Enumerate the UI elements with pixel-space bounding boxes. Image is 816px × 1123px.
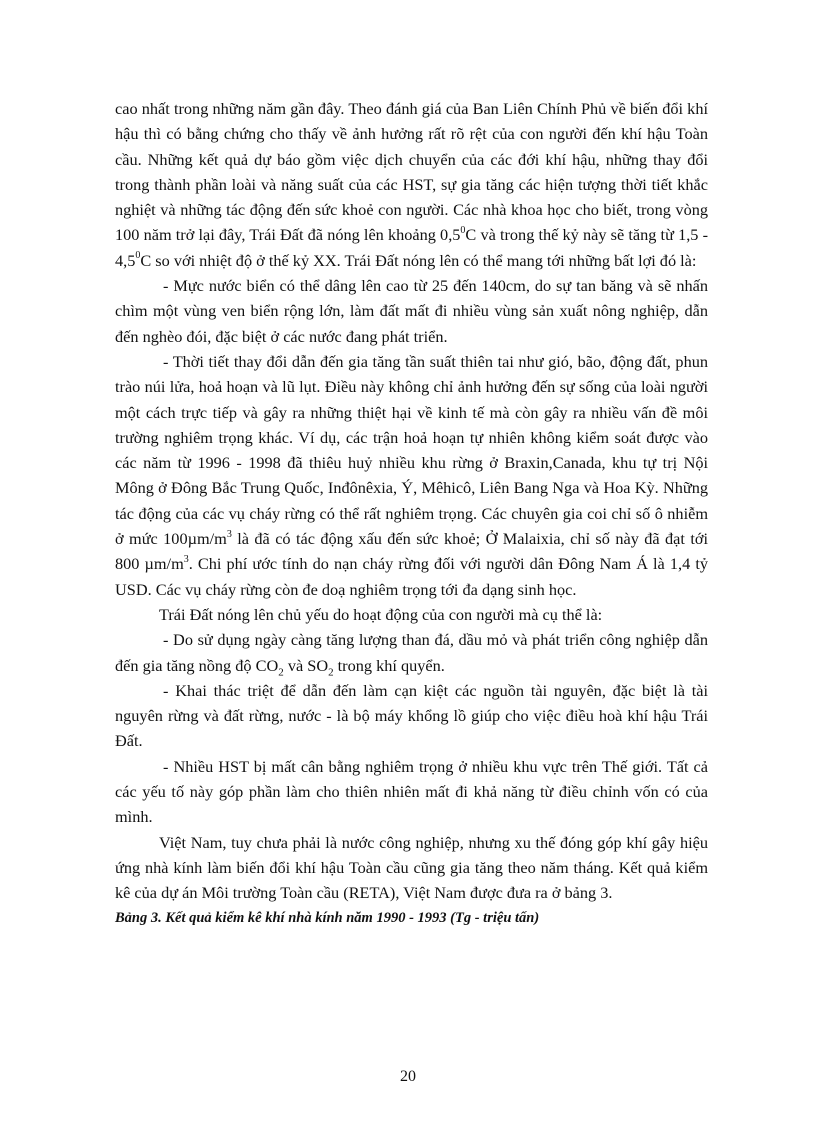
- superscript: 0: [460, 225, 466, 237]
- text-run: - Mực nước biển có thể dâng lên cao từ 25 đến 140cm, do sự tan băng và sẽ nhấn chìm một vùng ven biển rộng lớn, làm đất mất đi nhiều vùng sản xuất nông nghiệp, dẫn đến nghèo đói, đặc biệt ở các nước đang phát triển.: [115, 276, 708, 346]
- page-number: 20: [400, 1068, 416, 1085]
- text-run: - Khai thác triệt để dẫn đến làm cạn kiệt các nguồn tài nguyên, đặc biệt là tài nguyên rừng và đất rừng, nước - là bộ máy khổng lồ giúp cho việc điều hoà khí hậu Trái Đất.: [115, 680, 708, 751]
- text-run: C và trong thế kỷ này sẽ tăng từ 1,5 - 4,5: [115, 225, 708, 270]
- paragraph: [115, 96, 708, 273]
- subscript: 2: [328, 665, 334, 678]
- paragraph: [115, 830, 708, 906]
- paragraph: [115, 273, 708, 349]
- text-run: Trái Đất nóng lên chủ yếu do hoạt động của con người mà cụ thể là:: [159, 604, 603, 624]
- text-run: cao nhất trong những năm gần đây. Theo đánh giá của Ban Liên Chính Phủ về biến đổi khí hậu thì có bằng chứng cho thấy về ảnh hưởng rất rõ rệt của con người đến khí hậu Toàn cầu. Những kết quả dự báo gồm việc dịch chuyển của các đới khí hậu, những thay đổi trong thành phần loài và năng suất của các HST, sự gia tăng các hiện tượng thời tiết khắc nghiệt và những tác động đến sức khoẻ con người. Các nhà khoa học cho biết, trong vòng 100 năm trở lại đây, Trái Đất đã nóng lên khoảng 0,5: [115, 99, 708, 245]
- subscript: 2: [278, 665, 284, 678]
- text-run: C so với nhiệt độ ở thế kỷ XX. Trái Đất nóng lên có thể mang tới những bất lợi đó là:: [140, 250, 697, 270]
- paragraph: [115, 678, 708, 754]
- paragraph-list: [115, 96, 708, 906]
- text-run: - Nhiều HST bị mất cân bằng nghiêm trọng ở nhiều khu vực trên Thế giới. Tất cả các yếu tố này góp phần làm cho thiên nhiên mất đi khả năng từ điều chỉnh vốn có của mình.: [115, 756, 708, 827]
- document-body: [115, 96, 708, 931]
- table-caption: Bảng 3. Kết quả kiểm kê khí nhà kính năm 1990 - 1993 (Tg - triệu tấn): [115, 909, 540, 926]
- text-run: trong khí quyển.: [333, 655, 445, 675]
- text-run: . Chi phí ước tính do nạn cháy rừng đối với người dân Đông Nam Á là 1,4 tỷ USD. Các vụ cháy rừng còn đe doạ nghiêm trọng tới đa dạng sinh học.: [115, 554, 708, 599]
- superscript: 3: [183, 553, 189, 565]
- text-run: là đã có tác động xấu đến sức khoẻ; Ở Malaixia, chỉ số này đã đạt tới 800 µm/m: [115, 529, 709, 574]
- text-run: Việt Nam, tuy chưa phải là nước công nghiệp, nhưng xu thế đóng góp khí gây hiệu ứng nhà kính làm biến đổi khí hậu Toàn cầu cũng gia tăng theo năm tháng. Kết quả kiểm kê của dự án Môi trường Toàn cầu (RETA), Việt Nam được đưa ra ở bảng 3.: [115, 832, 708, 903]
- paragraph: [115, 602, 708, 627]
- text-run: và SO: [283, 655, 329, 675]
- superscript: 0: [135, 250, 141, 262]
- text-run: - Thời tiết thay đổi dẫn đến gia tăng tần suất thiên tai như gió, bão, động đất, phun trào núi lửa, hoả hoạn và lũ lụt. Điều này không chỉ ảnh hưởng đến sự sống của loài người một cách trực tiếp và gây ra những thiệt hại về kinh tế mà còn gây ra nhiều vấn đề môi trường nghiêm trọng khác. Ví dụ, các trận hoả hoạn tự nhiên không kiểm soát được vào các năm từ 1996 - 1998 đã thiêu huỷ nhiều khu rừng ở Braxin,Canada, khu tự trị Nội Mông ở Đông Bắc Trung Quốc, Inđônêxia, Ý, Mêhicô, Liên Bang Nga và Hoa Kỳ. Những tác động của các vụ cháy rừng có thể rất nghiêm trọng. Các chuyên gia coi chỉ số ô nhiễm ở mức 100µm/m: [115, 351, 708, 549]
- text-run: - Do sử dụng ngày càng tăng lượng than đá, dầu mỏ và phát triển công nghiệp dẫn đến gia tăng nồng độ CO: [115, 630, 708, 675]
- paragraph: [115, 627, 708, 678]
- superscript: 3: [226, 528, 232, 540]
- paragraph: [115, 754, 708, 830]
- paragraph: [115, 349, 708, 602]
